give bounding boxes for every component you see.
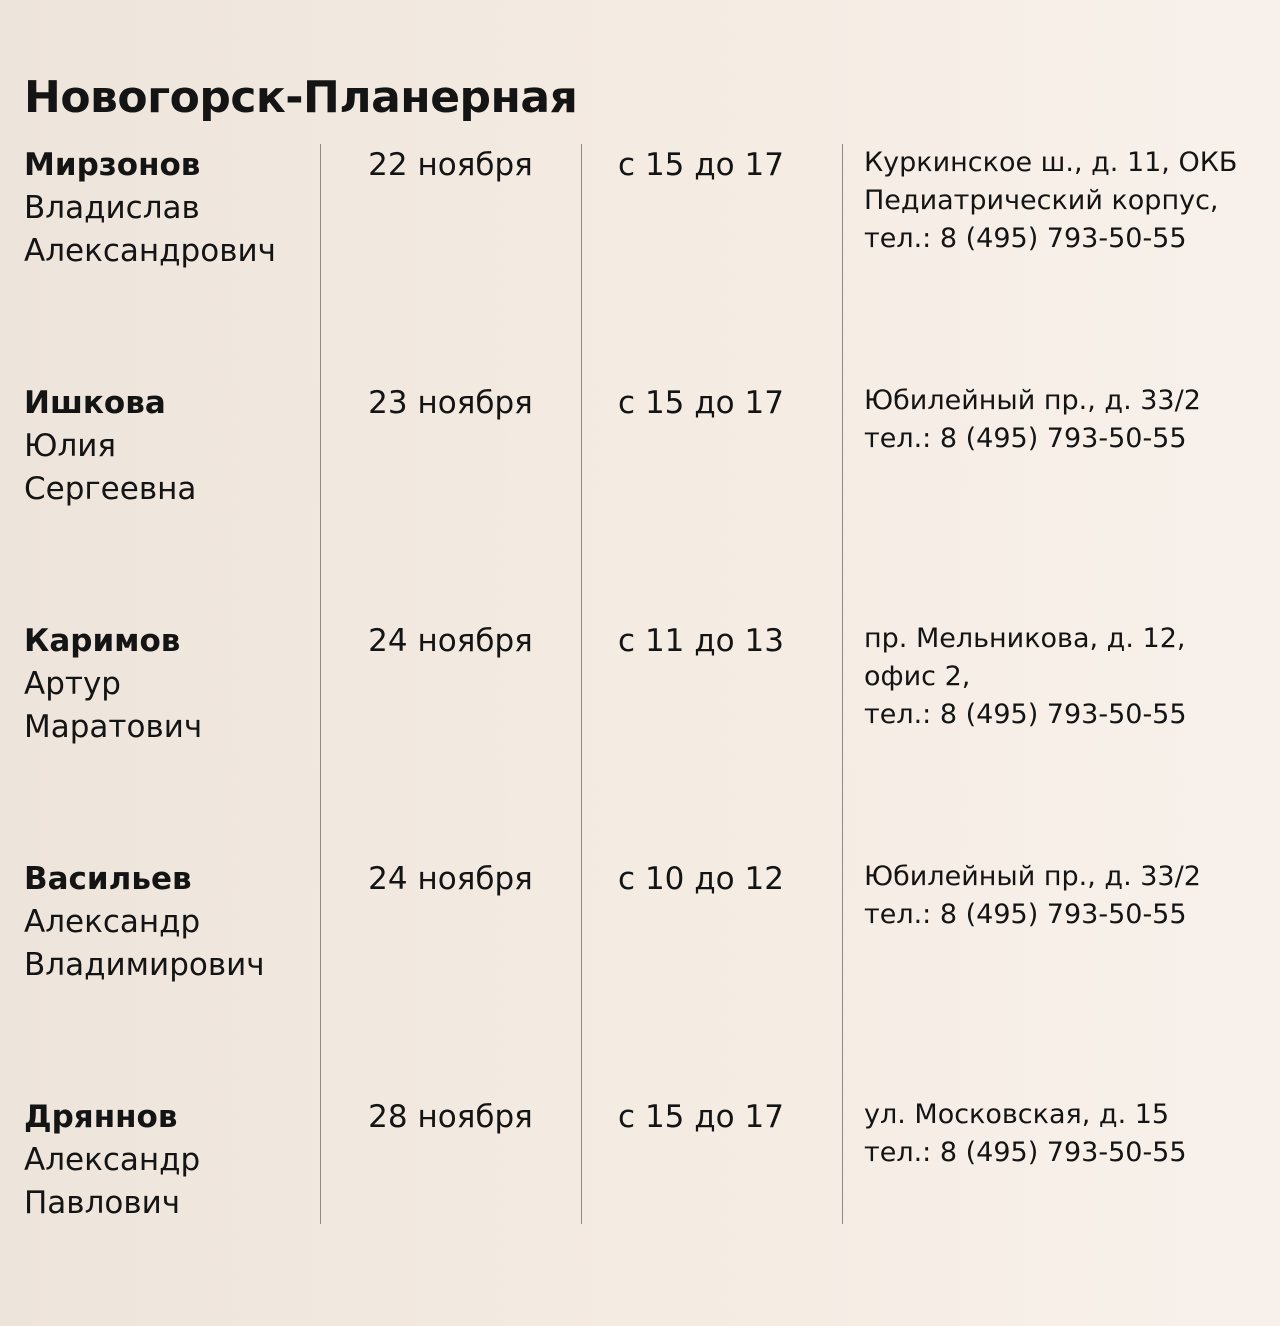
doctor-given-name: Александр <box>24 1142 201 1178</box>
doctor-surname: Дряннов <box>24 1099 178 1135</box>
reception-date: 24 ноября <box>368 861 533 897</box>
schedule-row <box>0 1096 1280 1326</box>
address-phone: тел.: 8 (495) 793-50-55 <box>864 423 1187 454</box>
doctor-name <box>24 382 316 511</box>
schedule-row <box>0 382 1280 612</box>
reception-date: 23 ноября <box>368 385 533 421</box>
reception-time: с 10 до 12 <box>618 861 784 897</box>
schedule-row <box>0 858 1280 1088</box>
doctor-surname: Каримов <box>24 623 181 659</box>
doctor-given-name: Артур <box>24 666 121 702</box>
doctor-patronymic: Александрович <box>24 233 276 269</box>
doctor-patronymic: Владимирович <box>24 947 265 983</box>
reception-time: с 11 до 13 <box>618 623 784 659</box>
doctor-name <box>24 620 316 749</box>
doctor-surname: Ишкова <box>24 385 166 421</box>
address-phone: тел.: 8 (495) 793-50-55 <box>864 1137 1187 1168</box>
reception-date: 24 ноября <box>368 623 533 659</box>
address-phone: тел.: 8 (495) 793-50-55 <box>864 699 1187 730</box>
reception-address <box>864 144 1264 258</box>
reception-address <box>864 382 1264 458</box>
reception-address <box>864 858 1264 934</box>
doctor-name <box>24 858 316 987</box>
reception-date: 28 ноября <box>368 1099 533 1135</box>
address-line: Юбилейный пр., д. 33/2 <box>864 861 1201 892</box>
address-phone: тел.: 8 (495) 793-50-55 <box>864 899 1187 930</box>
schedule-row <box>0 144 1280 374</box>
address-line: Педиатрический корпус, <box>864 185 1219 216</box>
doctor-surname: Васильев <box>24 861 192 897</box>
doctor-patronymic: Маратович <box>24 709 203 745</box>
reception-address <box>864 1096 1264 1172</box>
page-title: Новогорск-Планерная <box>24 72 578 123</box>
reception-time: с 15 до 17 <box>618 1099 784 1135</box>
reception-date: 22 ноября <box>368 147 533 183</box>
reception-address <box>864 620 1264 734</box>
doctor-given-name: Александр <box>24 904 201 940</box>
doctor-given-name: Юлия <box>24 428 117 464</box>
doctor-name <box>24 1096 316 1225</box>
doctor-patronymic: Павлович <box>24 1185 181 1221</box>
doctor-surname: Мирзонов <box>24 147 201 183</box>
address-line: пр. Мельникова, д. 12, <box>864 623 1186 654</box>
address-line: офис 2, <box>864 661 971 692</box>
reception-time: с 15 до 17 <box>618 147 784 183</box>
schedule-row <box>0 620 1280 850</box>
reception-time: с 15 до 17 <box>618 385 784 421</box>
address-line: Куркинское ш., д. 11, ОКБ <box>864 147 1238 178</box>
address-line: ул. Московская, д. 15 <box>864 1099 1170 1130</box>
doctor-given-name: Владислав <box>24 190 200 226</box>
doctor-patronymic: Сергеевна <box>24 471 197 507</box>
address-line: Юбилейный пр., д. 33/2 <box>864 385 1201 416</box>
doctor-name <box>24 144 316 273</box>
address-phone: тел.: 8 (495) 793-50-55 <box>864 223 1187 254</box>
